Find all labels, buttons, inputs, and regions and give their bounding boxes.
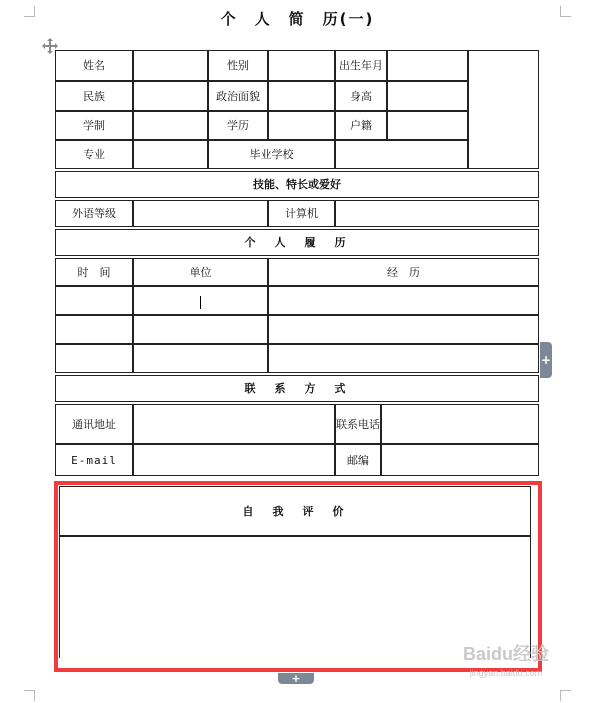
skills-heading: 技能、特长或爱好 (55, 171, 539, 198)
add-column-button[interactable]: + (540, 342, 552, 378)
graduate-school-field[interactable] (335, 140, 468, 169)
history-cell[interactable] (55, 344, 133, 373)
address-field[interactable] (133, 404, 335, 444)
email-field[interactable] (133, 444, 335, 476)
label-schooling-system: 学制 (55, 111, 133, 140)
label-ethnicity: 民族 (55, 81, 133, 111)
watermark-brand: Baidu经验 (462, 644, 549, 664)
name-field[interactable] (133, 50, 208, 81)
page-corner-mark (24, 690, 35, 701)
label-graduate-school: 毕业学校 (208, 140, 335, 169)
computer-field[interactable] (335, 200, 539, 227)
history-column-unit: 单位 (133, 258, 268, 286)
phone-field[interactable] (381, 404, 539, 444)
schooling-system-field[interactable] (133, 111, 208, 140)
text-cursor (200, 296, 201, 309)
history-cell[interactable] (133, 344, 268, 373)
label-name: 姓名 (55, 50, 133, 81)
history-cell[interactable] (55, 315, 133, 344)
history-column-experience: 经 历 (268, 258, 539, 286)
height-field[interactable] (387, 81, 468, 111)
label-email: E-mail (55, 444, 133, 476)
label-gender: 性别 (208, 50, 268, 81)
label-address: 通讯地址 (55, 404, 133, 444)
skills-heading-table (55, 171, 539, 198)
label-height: 身高 (335, 81, 387, 111)
history-cell[interactable] (133, 286, 268, 315)
education-field[interactable] (268, 111, 335, 140)
major-field[interactable] (133, 140, 208, 169)
skills-table (55, 200, 539, 227)
history-cell[interactable] (133, 315, 268, 344)
history-cell[interactable] (268, 286, 539, 315)
gender-field[interactable] (268, 50, 335, 81)
contact-heading-table (55, 375, 539, 402)
label-computer: 计算机 (268, 200, 335, 227)
postcode-field[interactable] (381, 444, 539, 476)
label-political-status: 政治面貌 (208, 81, 268, 111)
political-status-field[interactable] (268, 81, 335, 111)
label-foreign-language: 外语等级 (55, 200, 133, 227)
watermark-url: jingyan.baidu.com (469, 668, 543, 678)
hukou-field[interactable] (387, 111, 468, 140)
ethnicity-field[interactable] (133, 81, 208, 111)
history-column-time: 时 间 (55, 258, 133, 286)
history-table (55, 258, 539, 373)
photo-cell[interactable] (468, 50, 539, 169)
contact-table (55, 404, 539, 476)
self-evaluation-heading: 自 我 评 价 (59, 486, 531, 536)
history-cell[interactable] (55, 286, 133, 315)
label-hukou: 户籍 (335, 111, 387, 140)
page-corner-mark (560, 690, 571, 701)
birthdate-field[interactable] (387, 50, 468, 81)
label-postcode: 邮编 (335, 444, 381, 476)
add-row-button[interactable]: + (278, 673, 314, 684)
label-phone: 联系电话 (335, 404, 381, 444)
history-heading-table (55, 229, 539, 256)
resume-table (55, 50, 539, 476)
history-heading: 个 人 履 历 (55, 229, 539, 256)
watermark-logo (452, 640, 560, 690)
label-education: 学历 (208, 111, 268, 140)
label-major: 专业 (55, 140, 133, 169)
history-cell[interactable] (268, 344, 539, 373)
label-birthdate: 出生年月 (335, 50, 387, 81)
contact-heading: 联 系 方 式 (55, 375, 539, 402)
foreign-language-field[interactable] (133, 200, 268, 227)
history-cell[interactable] (268, 315, 539, 344)
document-title: 个 人 简 历(一) (220, 10, 375, 28)
basic-info-table (55, 50, 539, 169)
